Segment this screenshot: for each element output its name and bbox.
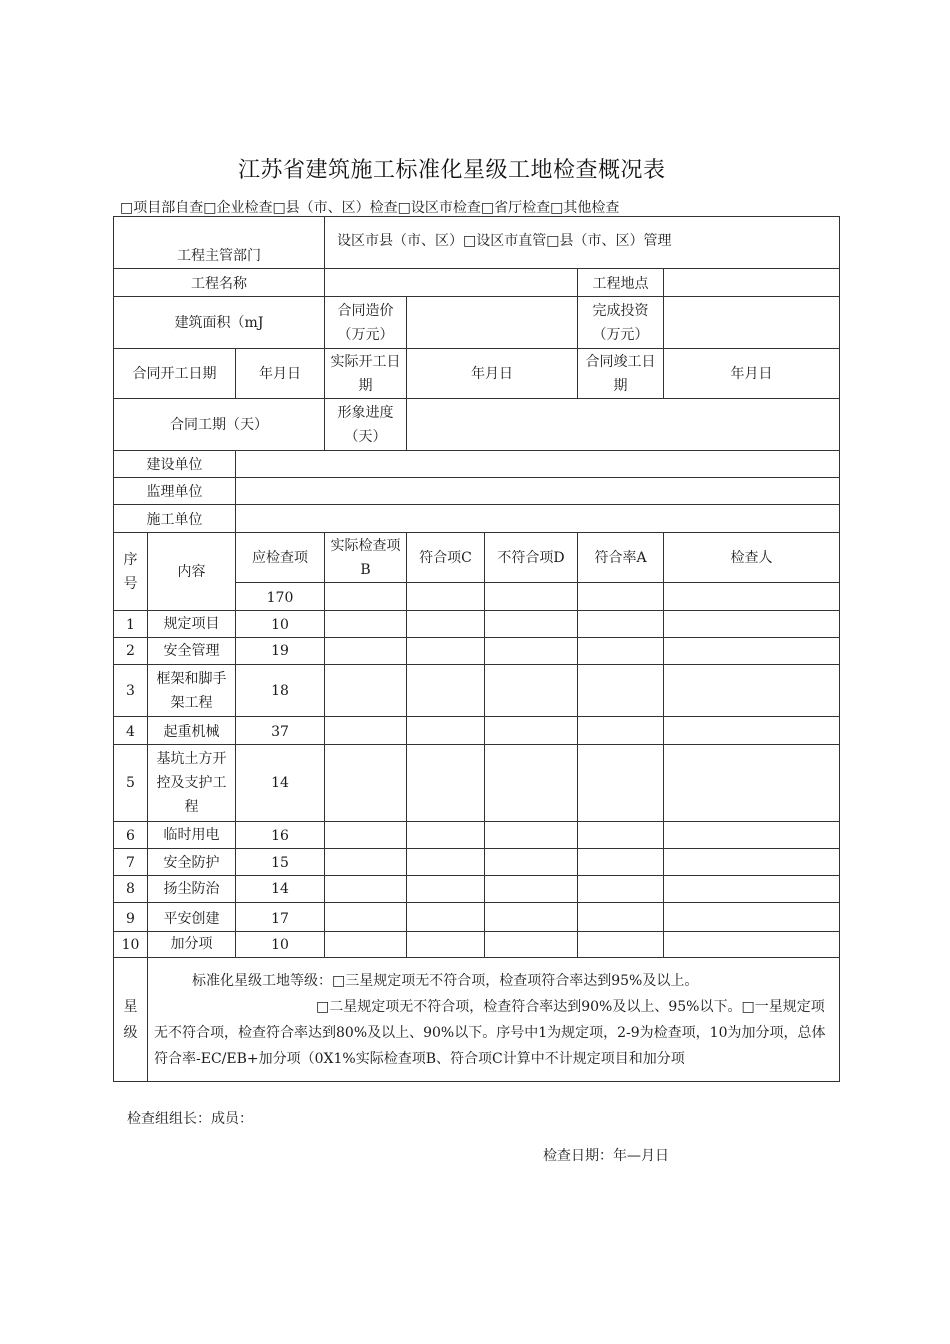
total-rate[interactable]: [578, 583, 664, 611]
item-required: 17: [236, 903, 325, 932]
item-nonconform[interactable]: [485, 849, 578, 876]
item-inspector[interactable]: [664, 745, 840, 822]
contract-start-label: 合同开工日期: [114, 349, 236, 399]
item-nonconform[interactable]: [485, 611, 578, 638]
table-row: [114, 638, 840, 665]
item-conform[interactable]: [407, 611, 485, 638]
item-inspector[interactable]: [664, 849, 840, 876]
item-content: 平安创建: [148, 903, 236, 932]
builder-label: 建设单位: [114, 451, 236, 478]
item-no: 1: [114, 611, 148, 638]
item-actual[interactable]: [325, 849, 407, 876]
item-nonconform[interactable]: [485, 903, 578, 932]
item-rate[interactable]: [578, 849, 664, 876]
item-inspector[interactable]: [664, 822, 840, 849]
col-header-content: 内容: [148, 533, 236, 611]
total-inspector[interactable]: [664, 583, 840, 611]
item-content: 基坑土方开控及支护工程: [148, 745, 236, 822]
table-row: [114, 932, 840, 958]
table-row: [114, 822, 840, 849]
star-criteria-line2: □二星规定项无不符合项，检查符合率达到90%及以上、95%以下。□一星规定项无不符合项，检查符合率达到80%及以上、90%以下。序号中1为规定项，2-9为检查项，10为加分项，总体符合率-EC/EB+加分项（0X1%实际检查项B、符合项C计算中不计规定项目和加分项: [154, 998, 826, 1067]
area-label: 建筑面积（mJ: [114, 297, 325, 349]
project-name-label: 工程名称: [114, 269, 325, 297]
col-header-actual: 实际检查项B: [325, 533, 407, 583]
investment-value[interactable]: [664, 297, 840, 349]
check-type-options: □项目部自查□企业检查□县（市、区）检查□设区市检查□省厅检查□其他检查: [120, 200, 620, 216]
item-nonconform[interactable]: [485, 638, 578, 665]
constructor-label: 施工单位: [114, 505, 236, 533]
progress-value[interactable]: [407, 399, 840, 451]
actual-start-label: 实际开工日期: [325, 349, 407, 399]
star-criteria-line1: 标准化星级工地等级：□三星规定项无不符合项，检查项符合率达到95%及以上。: [192, 972, 699, 989]
item-no: 10: [114, 932, 148, 958]
item-inspector[interactable]: [664, 903, 840, 932]
item-conform[interactable]: [407, 665, 485, 717]
item-actual[interactable]: [325, 745, 407, 822]
item-actual[interactable]: [325, 717, 407, 745]
item-nonconform[interactable]: [485, 876, 578, 903]
inspection-table: [113, 216, 840, 1082]
item-content: 加分项: [148, 932, 236, 958]
contract-start-value[interactable]: 年月日: [236, 349, 325, 399]
col-header-seq: 序号: [114, 533, 148, 611]
item-rate[interactable]: [578, 638, 664, 665]
constructor-value[interactable]: [236, 505, 840, 533]
supervisor-value[interactable]: [236, 478, 840, 505]
item-rate[interactable]: [578, 745, 664, 822]
item-inspector[interactable]: [664, 611, 840, 638]
item-actual[interactable]: [325, 876, 407, 903]
col-header-nonconform: 不符合项D: [485, 533, 578, 583]
item-conform[interactable]: [407, 638, 485, 665]
item-required: 10: [236, 932, 325, 958]
project-name-value[interactable]: [325, 269, 578, 297]
item-no: 2: [114, 638, 148, 665]
item-actual[interactable]: [325, 611, 407, 638]
item-required: 15: [236, 849, 325, 876]
item-no: 9: [114, 903, 148, 932]
contract-price-label: 合同造价（万元）: [325, 297, 407, 349]
item-required: 14: [236, 745, 325, 822]
item-actual[interactable]: [325, 822, 407, 849]
item-required: 19: [236, 638, 325, 665]
item-no: 7: [114, 849, 148, 876]
star-criteria: [148, 958, 840, 1082]
item-nonconform[interactable]: [485, 665, 578, 717]
item-content: 起重机械: [148, 717, 236, 745]
table-row: [114, 665, 840, 717]
item-required: 37: [236, 717, 325, 745]
item-rate[interactable]: [578, 876, 664, 903]
item-inspector[interactable]: [664, 638, 840, 665]
col-header-required: 应检查项: [236, 533, 325, 583]
item-conform[interactable]: [407, 876, 485, 903]
total-conform[interactable]: [407, 583, 485, 611]
supervisor-label: 监理单位: [114, 478, 236, 505]
item-actual[interactable]: [325, 903, 407, 932]
table-row: [114, 717, 840, 745]
col-header-conform: 符合项C: [407, 533, 485, 583]
contract-period-label: 合同工期（天）: [114, 399, 325, 451]
item-conform[interactable]: [407, 745, 485, 822]
total-actual[interactable]: [325, 583, 407, 611]
document-title: 江苏省建筑施工标准化星级工地检查概况表: [238, 158, 666, 183]
item-inspector[interactable]: [664, 932, 840, 958]
item-required: 18: [236, 665, 325, 717]
investment-label: 完成投资（万元）: [578, 297, 664, 349]
authority-label: 工程主管部门: [114, 217, 325, 269]
item-nonconform[interactable]: [485, 822, 578, 849]
item-inspector[interactable]: [664, 665, 840, 717]
contract-end-label: 合同竣工日期: [578, 349, 664, 399]
table-row: [114, 611, 840, 638]
item-content: 规定项目: [148, 611, 236, 638]
item-no: 5: [114, 745, 148, 822]
table-row: [114, 903, 840, 932]
authority-value: 设区市县（市、区）□设区市直管□县（市、区）管理: [325, 217, 840, 269]
builder-value[interactable]: [236, 451, 840, 478]
item-content: 安全管理: [148, 638, 236, 665]
item-rate[interactable]: [578, 665, 664, 717]
item-no: 8: [114, 876, 148, 903]
item-no: 3: [114, 665, 148, 717]
item-nonconform[interactable]: [485, 745, 578, 822]
item-conform[interactable]: [407, 849, 485, 876]
total-required: 170: [236, 583, 325, 611]
contract-price-value[interactable]: [407, 297, 578, 349]
item-rate[interactable]: [578, 822, 664, 849]
table-row: [114, 849, 840, 876]
item-rate[interactable]: [578, 717, 664, 745]
project-location-label: 工程地点: [578, 269, 664, 297]
inspection-team: 检查组组长：成员：: [127, 1111, 253, 1127]
item-conform[interactable]: [407, 903, 485, 932]
star-label: 星级: [114, 958, 148, 1082]
item-content: 扬尘防治: [148, 876, 236, 903]
item-content: 安全防护: [148, 849, 236, 876]
item-required: 14: [236, 876, 325, 903]
col-header-rate: 符合率A: [578, 533, 664, 583]
contract-end-value[interactable]: 年月日: [664, 349, 840, 399]
item-actual[interactable]: [325, 932, 407, 958]
item-rate[interactable]: [578, 903, 664, 932]
item-required: 16: [236, 822, 325, 849]
item-nonconform[interactable]: [485, 932, 578, 958]
item-inspector[interactable]: [664, 717, 840, 745]
item-conform[interactable]: [407, 932, 485, 958]
inspection-date: 检查日期：年—月日: [543, 1148, 669, 1164]
item-conform[interactable]: [407, 822, 485, 849]
item-no: 6: [114, 822, 148, 849]
actual-start-value[interactable]: 年月日: [407, 349, 578, 399]
item-required: 10: [236, 611, 325, 638]
progress-label: 形象进度（天）: [325, 399, 407, 451]
table-row: [114, 745, 840, 822]
item-content: 框架和脚手架工程: [148, 665, 236, 717]
total-nonconform[interactable]: [485, 583, 578, 611]
item-content: 临时用电: [148, 822, 236, 849]
item-rate[interactable]: [578, 932, 664, 958]
item-rate[interactable]: [578, 611, 664, 638]
project-location-value[interactable]: [664, 269, 840, 297]
item-inspector[interactable]: [664, 876, 840, 903]
item-conform[interactable]: [407, 717, 485, 745]
table-row: [114, 876, 840, 903]
item-no: 4: [114, 717, 148, 745]
item-actual[interactable]: [325, 638, 407, 665]
item-nonconform[interactable]: [485, 717, 578, 745]
col-header-inspector: 检查人: [664, 533, 840, 583]
item-actual[interactable]: [325, 665, 407, 717]
